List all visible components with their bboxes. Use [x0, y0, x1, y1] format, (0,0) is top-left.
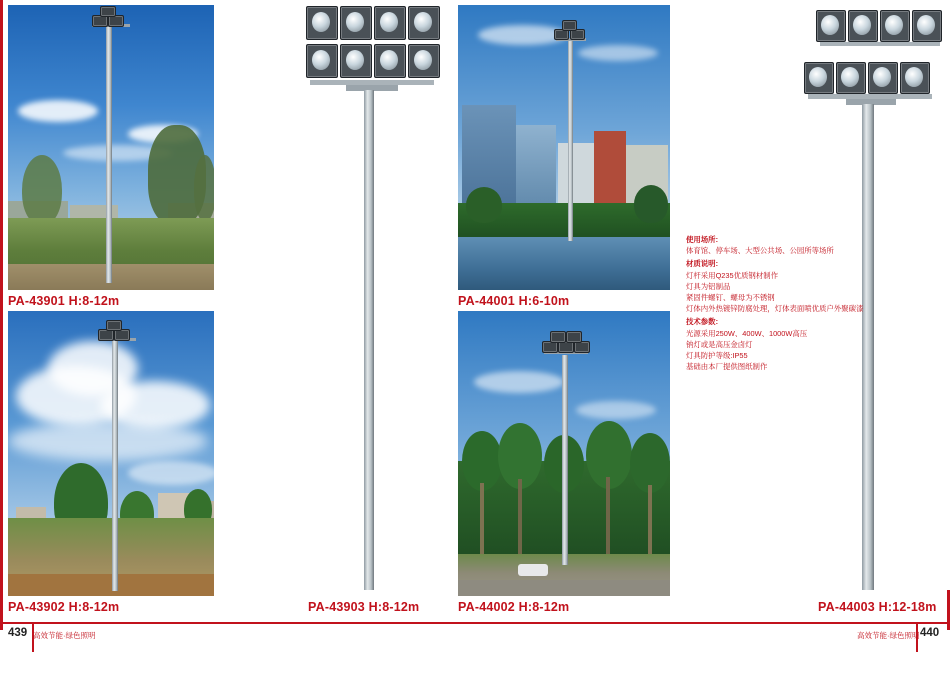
product-photo-pa-44001 — [458, 5, 670, 290]
spec-line-technical-2: 钠灯或是高压金卤灯 — [686, 339, 753, 349]
spec-heading-usage: 使用场所: — [686, 235, 719, 244]
spec-heading-technical: 技术参数: — [686, 317, 719, 327]
left-edge-rule — [0, 0, 3, 630]
product-photo-pa-44002 — [458, 311, 670, 596]
spec-line-technical-3: 灯具防护等级:IP55 — [686, 351, 748, 361]
caption-pa-43903: PA-43903 H:8-12m — [308, 600, 420, 614]
caption-pa-44002: PA-44002 H:8-12m — [458, 600, 570, 614]
spec-line-usage-1: 体育馆、停车场、大型公共场、公园所等场所 — [686, 246, 834, 256]
spec-line-technical-1: 光源采用250W、400W、1000W高压 — [686, 328, 808, 338]
spec-line-material-4: 灯体内外热镀锌防腐处理，灯体表面喷优质户外聚碳漆 — [686, 304, 864, 314]
spec-line-technical-4: 基础由本厂提供图纸制作 — [686, 362, 768, 372]
caption-pa-43902: PA-43902 H:8-12m — [8, 600, 120, 614]
footer-text-left: 高效节能·绿色照明 — [33, 631, 96, 640]
footer-rule — [0, 622, 950, 624]
spec-heading-material: 材质说明: — [686, 259, 719, 269]
spec-line-material-2: 灯具为铝制品 — [686, 281, 731, 291]
product-photo-pa-43903 — [290, 0, 450, 590]
spec-line-material-1: 灯杆采用Q235优质钢材制作 — [686, 270, 778, 280]
spec-line-material-3: 紧固件螺钉、螺母为不锈钢 — [686, 293, 775, 303]
spec-panel — [686, 234, 863, 372]
caption-pa-44003: PA-44003 H:12-18m — [818, 600, 937, 614]
page-number-right: 440 — [920, 627, 940, 639]
caption-pa-44001: PA-44001 H:6-10m — [458, 294, 570, 308]
footer-text-right: 高效节能·绿色照明 — [857, 631, 920, 640]
product-photo-pa-43901 — [8, 5, 214, 290]
page-number-left: 439 — [8, 627, 28, 639]
caption-pa-43901: PA-43901 H:8-12m — [8, 294, 120, 308]
product-photo-pa-43902 — [8, 311, 214, 596]
